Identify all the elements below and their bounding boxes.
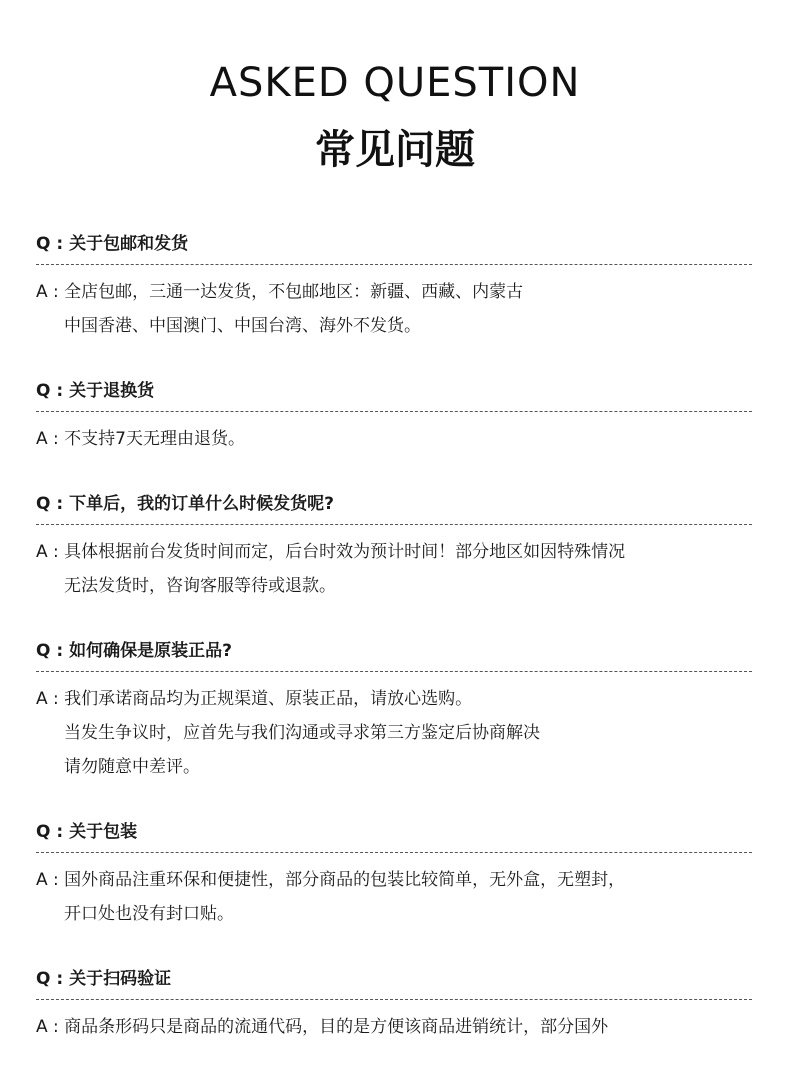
answer-block: [36, 412, 752, 456]
answer-block: [36, 672, 752, 784]
answer-line: 请勿随意中差评。: [64, 757, 200, 777]
q-prefix: Q :: [36, 969, 70, 989]
question-text: 如何确保是原装正品?: [69, 641, 232, 661]
answer-block: [36, 525, 752, 603]
q-prefix: Q :: [36, 822, 70, 842]
q-prefix: Q :: [36, 234, 70, 254]
faq-item-delivery-time: [36, 490, 752, 603]
answer-line: 不支持7天无理由退货。: [64, 429, 245, 449]
q-prefix: Q :: [36, 494, 70, 514]
q-prefix: Q :: [36, 641, 70, 661]
a-prefix: A :: [36, 1017, 65, 1037]
title-chinese: 常见问题: [315, 127, 475, 173]
faq-list: [36, 230, 752, 1078]
question-row: [36, 637, 752, 672]
answer-line: 中国香港、中国澳门、中国台湾、海外不发货。: [64, 316, 421, 336]
question-row: [36, 490, 752, 525]
answer-line: 开口处也没有封口贴。: [64, 904, 234, 924]
answer-line: 我们承诺商品均为正规渠道、原装正品，请放心选购。: [64, 689, 473, 709]
question-text: 关于包邮和发货: [69, 234, 189, 254]
faq-item-shipping: [36, 230, 752, 343]
answer-line: 商品条形码只是商品的流通代码，目的是方便该商品进销统计，部分国外: [64, 1017, 609, 1037]
question-row: [36, 377, 752, 412]
question-text: 下单后，我的订单什么时候发货呢?: [69, 494, 334, 514]
answer-line: 当发生争议时，应首先与我们沟通或寻求第三方鉴定后协商解决: [64, 723, 540, 743]
faq-item-authenticity: [36, 637, 752, 784]
faq-item-barcode: [36, 965, 752, 1044]
a-prefix: A :: [36, 282, 65, 302]
answer-block: [36, 1000, 752, 1044]
answer-block: [36, 265, 752, 343]
a-prefix: A :: [36, 870, 65, 890]
question-text: 关于退换货: [69, 381, 155, 401]
faq-item-packaging: [36, 818, 752, 931]
a-prefix: A :: [36, 689, 65, 709]
q-prefix: Q :: [36, 381, 70, 401]
question-row: [36, 965, 752, 1000]
question-row: [36, 230, 752, 265]
a-prefix: A :: [36, 429, 65, 449]
question-text: 关于扫码验证: [69, 969, 172, 989]
answer-line: 国外商品注重环保和便捷性，部分商品的包装比较简单，无外盒，无塑封，: [64, 870, 626, 890]
answer-line: 全店包邮，三通一达发货，不包邮地区：新疆、西藏、内蒙古: [64, 282, 524, 302]
page-header: [0, 58, 790, 178]
faq-item-returns: [36, 377, 752, 456]
a-prefix: A :: [36, 542, 65, 562]
answer-line: 具体根据前台发货时间而定，后台时效为预计时间！部分地区如因特殊情况: [64, 542, 626, 562]
answer-block: [36, 853, 752, 931]
title-english: ASKED QUESTION: [209, 60, 581, 106]
answer-line: 无法发货时，咨询客服等待或退款。: [64, 576, 336, 596]
question-row: [36, 818, 752, 853]
question-text: 关于包装: [69, 822, 138, 842]
